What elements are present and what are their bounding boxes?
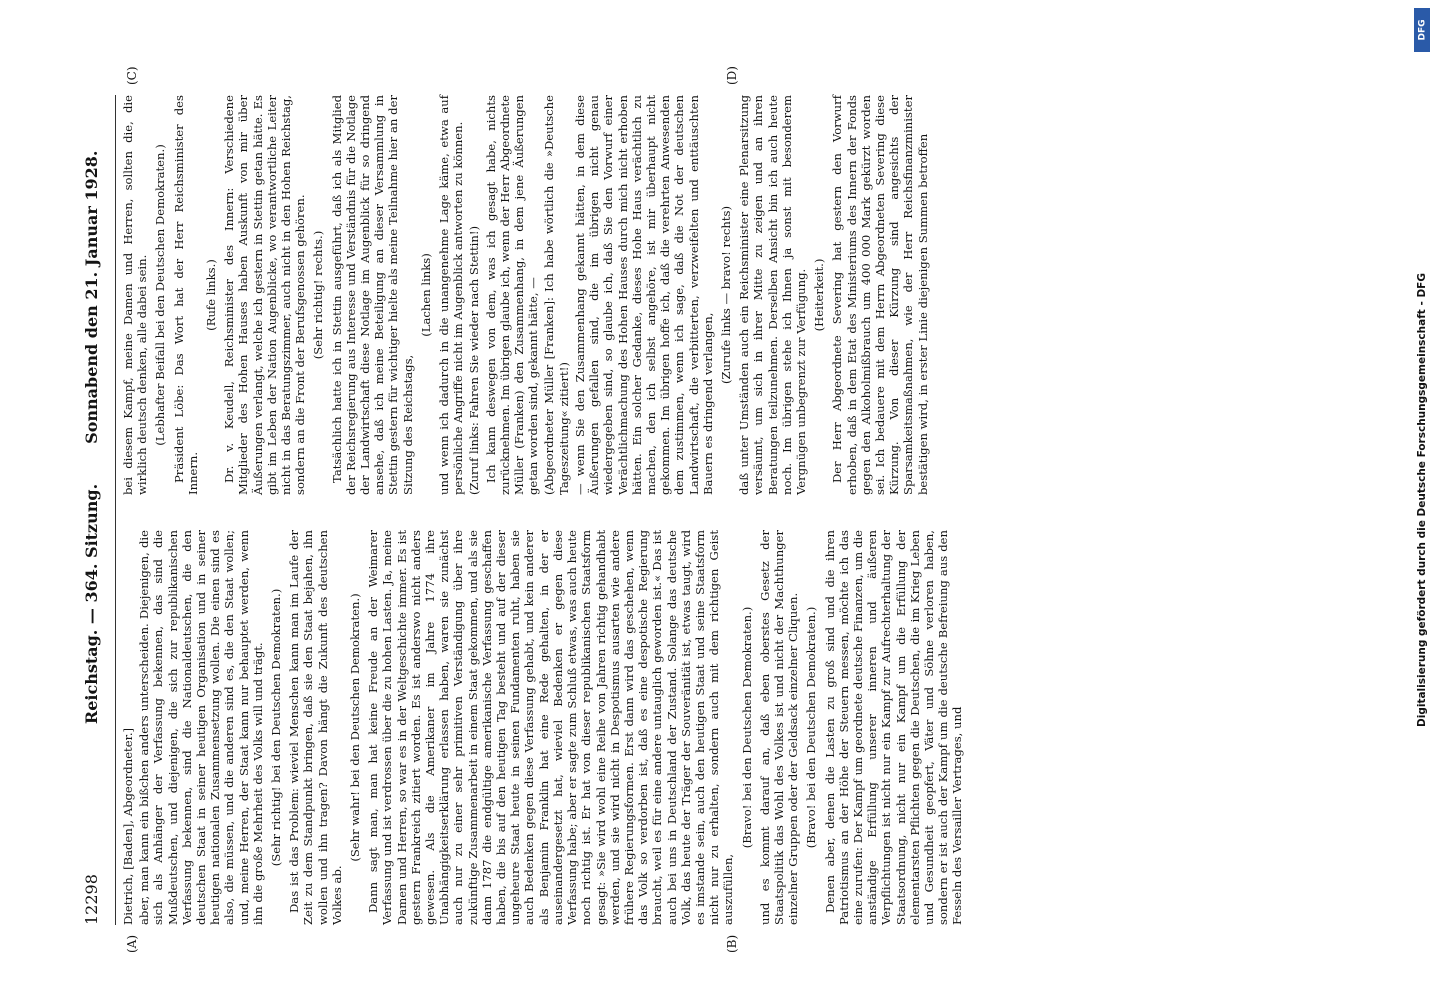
paragraph: (Zuruf links: Fahren Sie wieder nach Stettin!) — [467, 225, 482, 495]
paragraph: Das ist das Problem: wieviel Menschen kann man im Laufe der Zeit zu dem Standpunkt bringen, daß sie den Staat bejahen, ihn wollen und ihn tragen? Davon hängt die Zukunft des deutschen Volkes ab. — [287, 530, 344, 925]
paragraph: und wenn ich dadurch in die unangenehme Lage käme, etwa auf persönliche Angriffe nicht im Augenblick antworten zu können. — [437, 95, 466, 495]
parliamentary-interjection: (Lebhafter Beifall bei den Deutschen Demokraten.) — [153, 144, 168, 446]
session-date: Sonnabend den 21. Januar 1928. — [82, 150, 101, 444]
paragraph: Dr. v. Keudell, Reichsminister des Innern: Verschiedene Mitglieder des Hohen Hauses haben Auskunft von mir über Äußerungen verlangt, welche ich gestern in Stettin getan hätte. Es gibt im Leben der Nation Augenblicke, wo verantwortliche Leiter nicht in das Beratungszimmer, auch nicht in den Hohen Reichstag, sondern an die Front der Berufsgenossen gehören. — [222, 95, 308, 495]
page-header — [82, 95, 116, 925]
parliamentary-interjection: (Rufe links.) — [204, 259, 219, 331]
paragraph: Der Herr Abgeordnete Severing hat gestern den Vorwurf erhoben, daß in dem Etat des Ministeriums des Innern der Fonds gegen den Alkoholmißbrauch um 400 000 Mark gekürzt worden sei. Ich bedauere mit dem Herrn Abgeordneten Severing diese Kürzung. Von dieser Kürzung sind angesichts der Sparsamkeitsmaßnahmen, wie der Herr Reichsfinanzminister bestätigen wird, in erster Linie diejenigen Summen betroffen — [830, 95, 930, 495]
paragraph: Tatsächlich hatte ich in Stettin ausgeführt, daß ich als Mitglied der Reichsregierung aus Interesse und Verständnis für die Notlage der Landwirtschaft diese Notlage im Augenblick für so dringend ansehe, daß ich meine Beteiligung an dieser Versammlung in Stettin gestern für wichtiger hielte als meine Teilnahme hier an der Sitzung des Reichstags, — [329, 95, 415, 495]
paragraph: und es kommt darauf an, daß eben oberstes Gesetz der Staatspolitik das Wohl des Volkes ist und nicht der Machthunger einzelner Gruppen oder der Geldsack einzelner Cliquen. — [757, 530, 801, 925]
margin-mark-d: (D) — [725, 66, 739, 85]
digitization-credit — [1410, 10, 1434, 990]
paragraph: Dann sagt man, man hat keine Freude an der Weimarer Verfassung und ist verdrossen über die zu hohen Lasten. Ja, meine Damen und Herren, so war es in der Weltgeschichte immer. Es ist gestern Frankreich zitiert worden. Es ist anderswo nicht anders gewesen. Als die Amerikaner im Jahre 1774 ihre Unabhängigkeitserklärung erlassen haben, waren sie zunächst auch nur zu einer sehr primitiven Verständigung über ihre zukünftige Zusammenarbeit in einem Staat gekommen, und als sie dann 1787 die endgültige amerikanische Verfassung geschaffen haben, die bis auf den heutigen Tag besteht und auf der dieser ungeheure Staat heute in seinen Fundamenten ruht, haben sie auch Bedenken gegen diese Verfassung gehabt, und kein anderer als Benjamin Franklin hat eine Rede gehalten, in der er auseinandergesetzt hat, wieviel Bedenken er gegen diese Verfassung habe; aber er sagte zum Schluß etwas, was auch heute noch richtig ist. Er hat von dieser republikanischen Staatsform gesagt: »Sie wird wohl eine Reihe von Jahren richtig gehandhabt werden, und sie wird nicht in Despotismus ausarten wie andere frühere Regierungsformen. Erst dann wird das geschehen, wenn das Volk so verdorben ist, daß es eine despotische Regierung braucht, weil es für eine andere untauglich geworden ist.« Das ist auch bei uns in Deutschland der Zustand. Solange das deutsche Volk, das heute der Träger der Souveränität ist, etwas taugt, wird es imstande sein, auch den heutigen Staat und seine Staatsform nicht nur zu erhalten, sondern auch mit dem richtigen Geist auszufüllen, — [366, 530, 736, 925]
margin-mark-c: (C) — [125, 66, 139, 85]
parliamentary-interjection: (Heiterkeit.) — [812, 258, 827, 332]
dfg-logo — [1414, 8, 1430, 52]
dfg-logo-text: DFG — [1417, 19, 1428, 41]
paragraph: daß unter Umständen auch ein Reichsminister eine Plenarsitzung versäumt, um sich in ihrer Mitte zu zeigen und an ihren Beratungen teilzunehmen. Derselben Ansicht bin ich auch heute noch. Im übrigen stehe ich Ihnen ja sonst mit besonderem Vergnügen unbegrenzt zur Verfügung. — [737, 95, 808, 495]
paragraph: Ich kann deswegen von dem, was ich gesagt habe, nichts zurücknehmen. Im übrigen glaube ich, wenn der Herr Abgeordnete Müller (Franken) den Zusammenhang, in dem jene Äußerungen getan worden sind, gekannt hätte, — — [483, 95, 541, 495]
parliamentary-interjection: (Zurufe links — bravo! rechts) — [718, 206, 733, 384]
paragraph: Dietrich, [Baden], Abgeordneter.] — [121, 727, 135, 925]
paragraph: Denen aber, denen die Lasten zu groß sind und die ihren Patriotismus an der Höhe der Steuern messen, möchte ich das eine zurufen: Der Kampf um geordnete deutsche Finanzen, um die anständige Erfüllung unserer inneren und äußeren Verpflichtungen ist nicht nur ein Kampf zur Aufrechterhaltung der Staatsordnung, nicht nur ein Kampf um die Erfüllung der elementarsten Pflichten gegen die Deutschen, die im Krieg Leben und Gesundheit geopfert, Väter und Söhne verloren haben, sondern er ist auch der Kampf um die deutsche Befreiung aus den Fesseln des Versailler Vertrages, und — [822, 530, 965, 925]
rotated-newspaper-page — [82, 66, 1405, 953]
parliamentary-interjection: (Bravo! bei den Deutschen Demokraten.) — [804, 606, 819, 849]
paragraph: — wenn Sie den Zusammenhang gekannt hätten, in dem diese Äußerungen gefallen sind, die im übrigen nicht genau wiedergegeben sind, so glaube ich, daß Sie den Vorwurf einer Verächtlichmachung des Hohen Hauses durch mich nicht erhoben hätten. Ein solcher Gedanke, dieses Hohe Haus verächtlich zu machen, den ich selbst angehöre, ist mir überhaupt nicht gekommen. Im übrigen hoffe ich, daß die verehrten Anwesenden dem zustimmen, wenn ich sage, daß die Not der deutschen Landwirtschaft, die verbitterten, verzweifelten und enttäuschten Bauern es dringend verlangen, — [572, 95, 715, 495]
paragraph: aber, man kann ein bißchen anders unterscheiden. Diejenigen, die sich als Anhänger der Verfassung bekennen, das sind die Mußdeutschen, und diejenigen, die sich zur republikanischen Verfassung bekennen, sind die Nationaldeutschen, die den deutschen Staat in seiner heutigen Organisation und in seiner heutigen nationalen Zusammensetzung wollen. Die einen sind es also, die müssen, und die anderen sind es, die den Staat wollen; und, meine Herren, der Staat kann nur behauptet werden, wenn ihn die große Mehrheit des Volks will und trägt. — [137, 530, 265, 925]
session-title: Reichstag. — 364. Sitzung. — [82, 483, 101, 725]
paragraph: Präsident Löbe: Das Wort hat der Herr Reichsminister des Innern. — [171, 95, 200, 495]
parliamentary-interjection: (Sehr richtig! bei den Deutschen Demokraten.) — [269, 588, 284, 867]
paragraph: bei diesem Kampf, meine Damen und Herren, sollten die, die wirklich deutsch denken, alle dabei sein. — [121, 95, 150, 495]
page-number: 12298 — [82, 874, 101, 925]
digitization-credit-text: Digitalisierung gefördert durch die Deutsche Forschungsgemeinschaft - DFG — [1416, 273, 1429, 727]
parliamentary-interjection: (Sehr wahr! bei den Deutschen Demokraten.) — [348, 593, 363, 862]
margin-mark-b: (B) — [725, 934, 739, 953]
right-column — [121, 95, 1405, 495]
margin-mark-a: (A) — [125, 934, 139, 953]
parliamentary-interjection: (Lachen links) — [418, 253, 433, 337]
left-column — [121, 530, 1405, 925]
paragraph: (Abgeordneter Müller [Franken]: Ich habe wörtlich die »Deutsche Tageszeitung« zitiert!) — [542, 95, 571, 495]
parliamentary-interjection: (Sehr richtig! rechts.) — [311, 230, 326, 360]
parliamentary-interjection: (Bravo! bei den Deutschen Demokraten.) — [739, 606, 754, 849]
